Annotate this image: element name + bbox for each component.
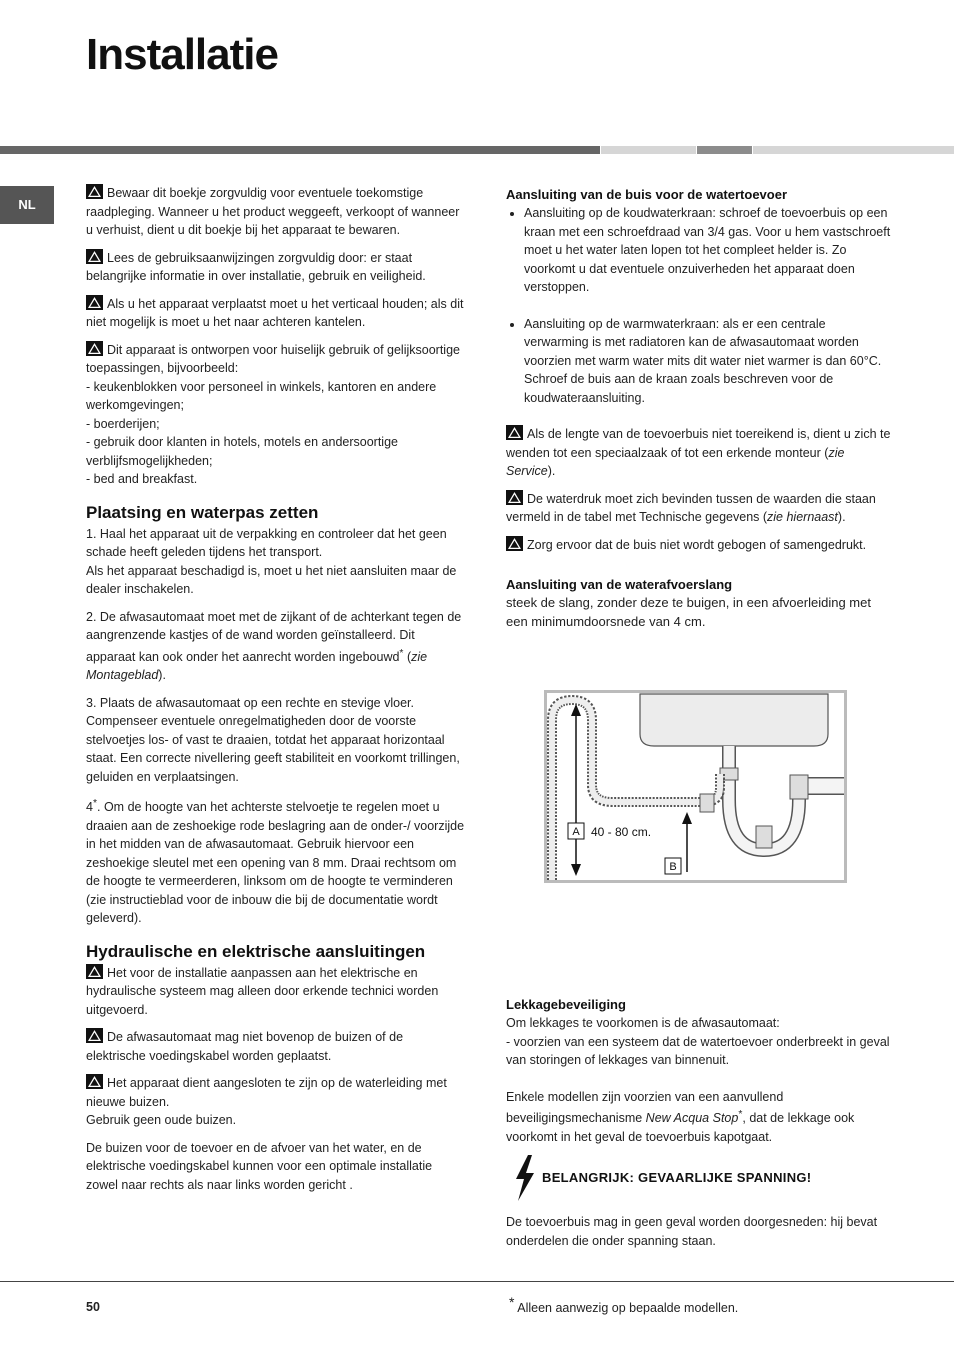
step-1: 1. Haal het apparaat uit de verpakking en controleer dat het geen schade heeft geleden tijdens het transport. Als het apparaat beschadigd is, moet u het niet aansluiten maar de dealer inschakelen. <box>86 526 457 596</box>
warning-paragraph: Bewaar dit boekje zorgvuldig voor eventuele toekomstige raadpleging. Wanneer u het product weggeeft, verkoopt of wanneer u verhuist, dient u dit boekje bij het apparaat te bewaren. <box>86 186 460 237</box>
height-range-label: 40 - 80 cm. <box>591 825 652 839</box>
right-column <box>506 186 891 640</box>
list-item: • Aansluiting op de warmwaterkraan: als er een centrale verwarming is met radiatoren kan de afwasautomaat worden voorzien met warm water mits dit water niet warmer is dan 60°C. Schroef de buis aan de kraan zoals beschreven voor de koudwateraansluiting. <box>524 315 891 408</box>
drain-hose-diagram <box>544 690 847 883</box>
warning-paragraph: Als de lengte van de toevoerbuis niet toereikend is, dient u zich te wenden tot een speciaalzaak of tot een erkende monteur (zie Service). <box>506 427 891 478</box>
warning-paragraph: Het voor de installatie aanpassen aan het elektrische en hydraulische systeem mag alleen door erkende technici worden uitgevoerd. <box>86 965 439 1017</box>
header-bar-segment <box>601 146 696 154</box>
footnote: * Alleen aanwezig op bepaalde modellen. <box>509 1294 739 1316</box>
warning-icon <box>86 1028 103 1043</box>
warning-icon <box>506 536 523 551</box>
footer-divider <box>0 1281 954 1282</box>
paragraph: Om lekkages te voorkomen is de afwasautomaat: - voorzien van een systeem dat de watertoevoer onderbreekt in geval van storingen of lekkages van binnenuit. <box>506 1016 890 1067</box>
warning-icon <box>86 184 103 199</box>
warning-icon <box>86 295 103 310</box>
section-heading-supply: Aansluiting van de buis voor de watertoevoer <box>506 187 788 202</box>
paragraph: steek de slang, zonder deze te buigen, in een afvoerleiding met een minimumdoorsnede van 4 cm. <box>506 595 871 629</box>
list-item: • Aansluiting op de koudwaterkraan: schroef de toevoerbuis op een kraan met een schroefdraad van 3/4 gas. Voor u hem vastschroeft moet u het water laten lopen tot het compleet helder is. Zo voorkomt u dat eventuele onzuiverheden het apparaat doen verstoppen. <box>524 204 891 297</box>
warning-paragraph: De afwasautomaat mag niet bovenop de buizen of de elektrische voedingskabel worden geplaatst. <box>86 1030 404 1063</box>
leak-section <box>506 996 891 1259</box>
warning-icon <box>506 490 523 505</box>
warning-paragraph: Dit apparaat is ontworpen voor huiselijk gebruik of gelijksoortige toepassingen, bijvoorbeeld: - keukenblokken voor personeel in winkels, kantoren en andere werkomgevingen; - boerderijen; - gebruik door klanten in hotels, motels en andersoortige verblijfsmogelijkheden; - bed and breakfast. <box>86 342 460 486</box>
step-3: 3. Plaats de afwasautomaat op een rechte en stevige vloer. Compenseer eventuele onregelmatigheden door de voorste stelvoetjes los- of vast te draaien, totdat het apparaat horizontaal staat. Een correcte nivellering geeft stabiliteit en voorkomt trillingen, geluiden en verplaatsingen. <box>86 695 460 784</box>
section-heading-placing: Plaatsing en waterpas zetten <box>86 502 319 522</box>
warning-icon <box>86 249 103 264</box>
sink-basin <box>640 694 828 746</box>
label-a: A <box>572 826 580 838</box>
step-2: 2. De afwasautomaat moet met de zijkant of de achterkant tegen de aangrenzende kastjes of de wand worden geïnstalleerd. Dit apparaat kan ook onder het aanrecht worden ingebouwd* (zie Montageblad). <box>86 609 462 683</box>
danger-notice: BELANGRIJK: GEVAARLIJKE SPANNING! <box>514 1155 891 1201</box>
page-title: Installatie <box>86 30 278 79</box>
warning-icon <box>86 341 103 356</box>
warning-icon <box>86 964 103 979</box>
language-tab: NL <box>0 186 54 224</box>
paragraph: De buizen voor de toevoer en de afvoer van het water, en de elektrische voedingskabel kunnen voor een optimale installatie zowel naar rechts als naar links worden gericht . <box>86 1140 433 1192</box>
section-heading-leak: Lekkagebeveiliging <box>506 997 626 1012</box>
lightning-icon <box>514 1155 536 1201</box>
warning-paragraph: Als u het apparaat verplaatst moet u het verticaal houden; als dit niet mogelijk is moet u het naar achteren kantelen. <box>86 296 464 329</box>
warning-paragraph: Zorg ervoor dat de buis niet wordt gebogen of samengedrukt. <box>506 536 891 555</box>
header-bar-segment <box>753 146 954 154</box>
label-b: B <box>669 861 677 873</box>
paragraph: De toevoerbuis mag in geen geval worden doorgesneden: hij bevat onderdelen die onder spanning staan. <box>506 1215 878 1248</box>
warning-paragraph: Het apparaat dient aangesloten te zijn op de waterleiding met nieuwe buizen. Gebruik geen oude buizen. <box>86 1076 447 1128</box>
page-number: 50 <box>86 1300 100 1314</box>
paragraph: Enkele modellen zijn voorzien van een aanvullend beveiligingsmechanisme New Acqua Stop*, dat de lekkage ook voorkomt in het geval de toevoerbuis kapotgaat. <box>506 1089 855 1144</box>
section-heading-hydraulic: Hydraulische en elektrische aansluitingen <box>86 941 426 961</box>
warning-paragraph: De waterdruk moet zich bevinden tussen de waarden die staan vermeld in de tabel met Technische gegevens (zie hiernaast). <box>506 491 876 524</box>
warning-paragraph: Lees de gebruiksaanwijzingen zorgvuldig door: er staat belangrijke informatie in over installatie, gebruik en veiligheid. <box>86 250 426 283</box>
section-heading-drain: Aansluiting van de waterafvoerslang <box>506 577 733 592</box>
warning-icon <box>506 425 523 440</box>
header-bar <box>0 146 600 154</box>
step-4: 4*. Om de hoogte van het achterste stelvoetje te regelen moet u draaien aan de zeshoekige rode beslagring aan de onder-/ voorzijde in het midden van de afwasautomaat. Gebruik hiervoor een zeshoekige sleutel met een opening van 8 mm. Draai rechtsom om de hoogte te vermeerderen, linksom om de hoogte te verminderen (zie instructieblad voor de inbouw die bij de documentatie wordt geleverd). <box>86 798 465 926</box>
bullet-list <box>506 204 891 407</box>
warning-icon <box>86 1074 103 1089</box>
left-column <box>86 184 466 1203</box>
header-bar-segment <box>697 146 752 154</box>
